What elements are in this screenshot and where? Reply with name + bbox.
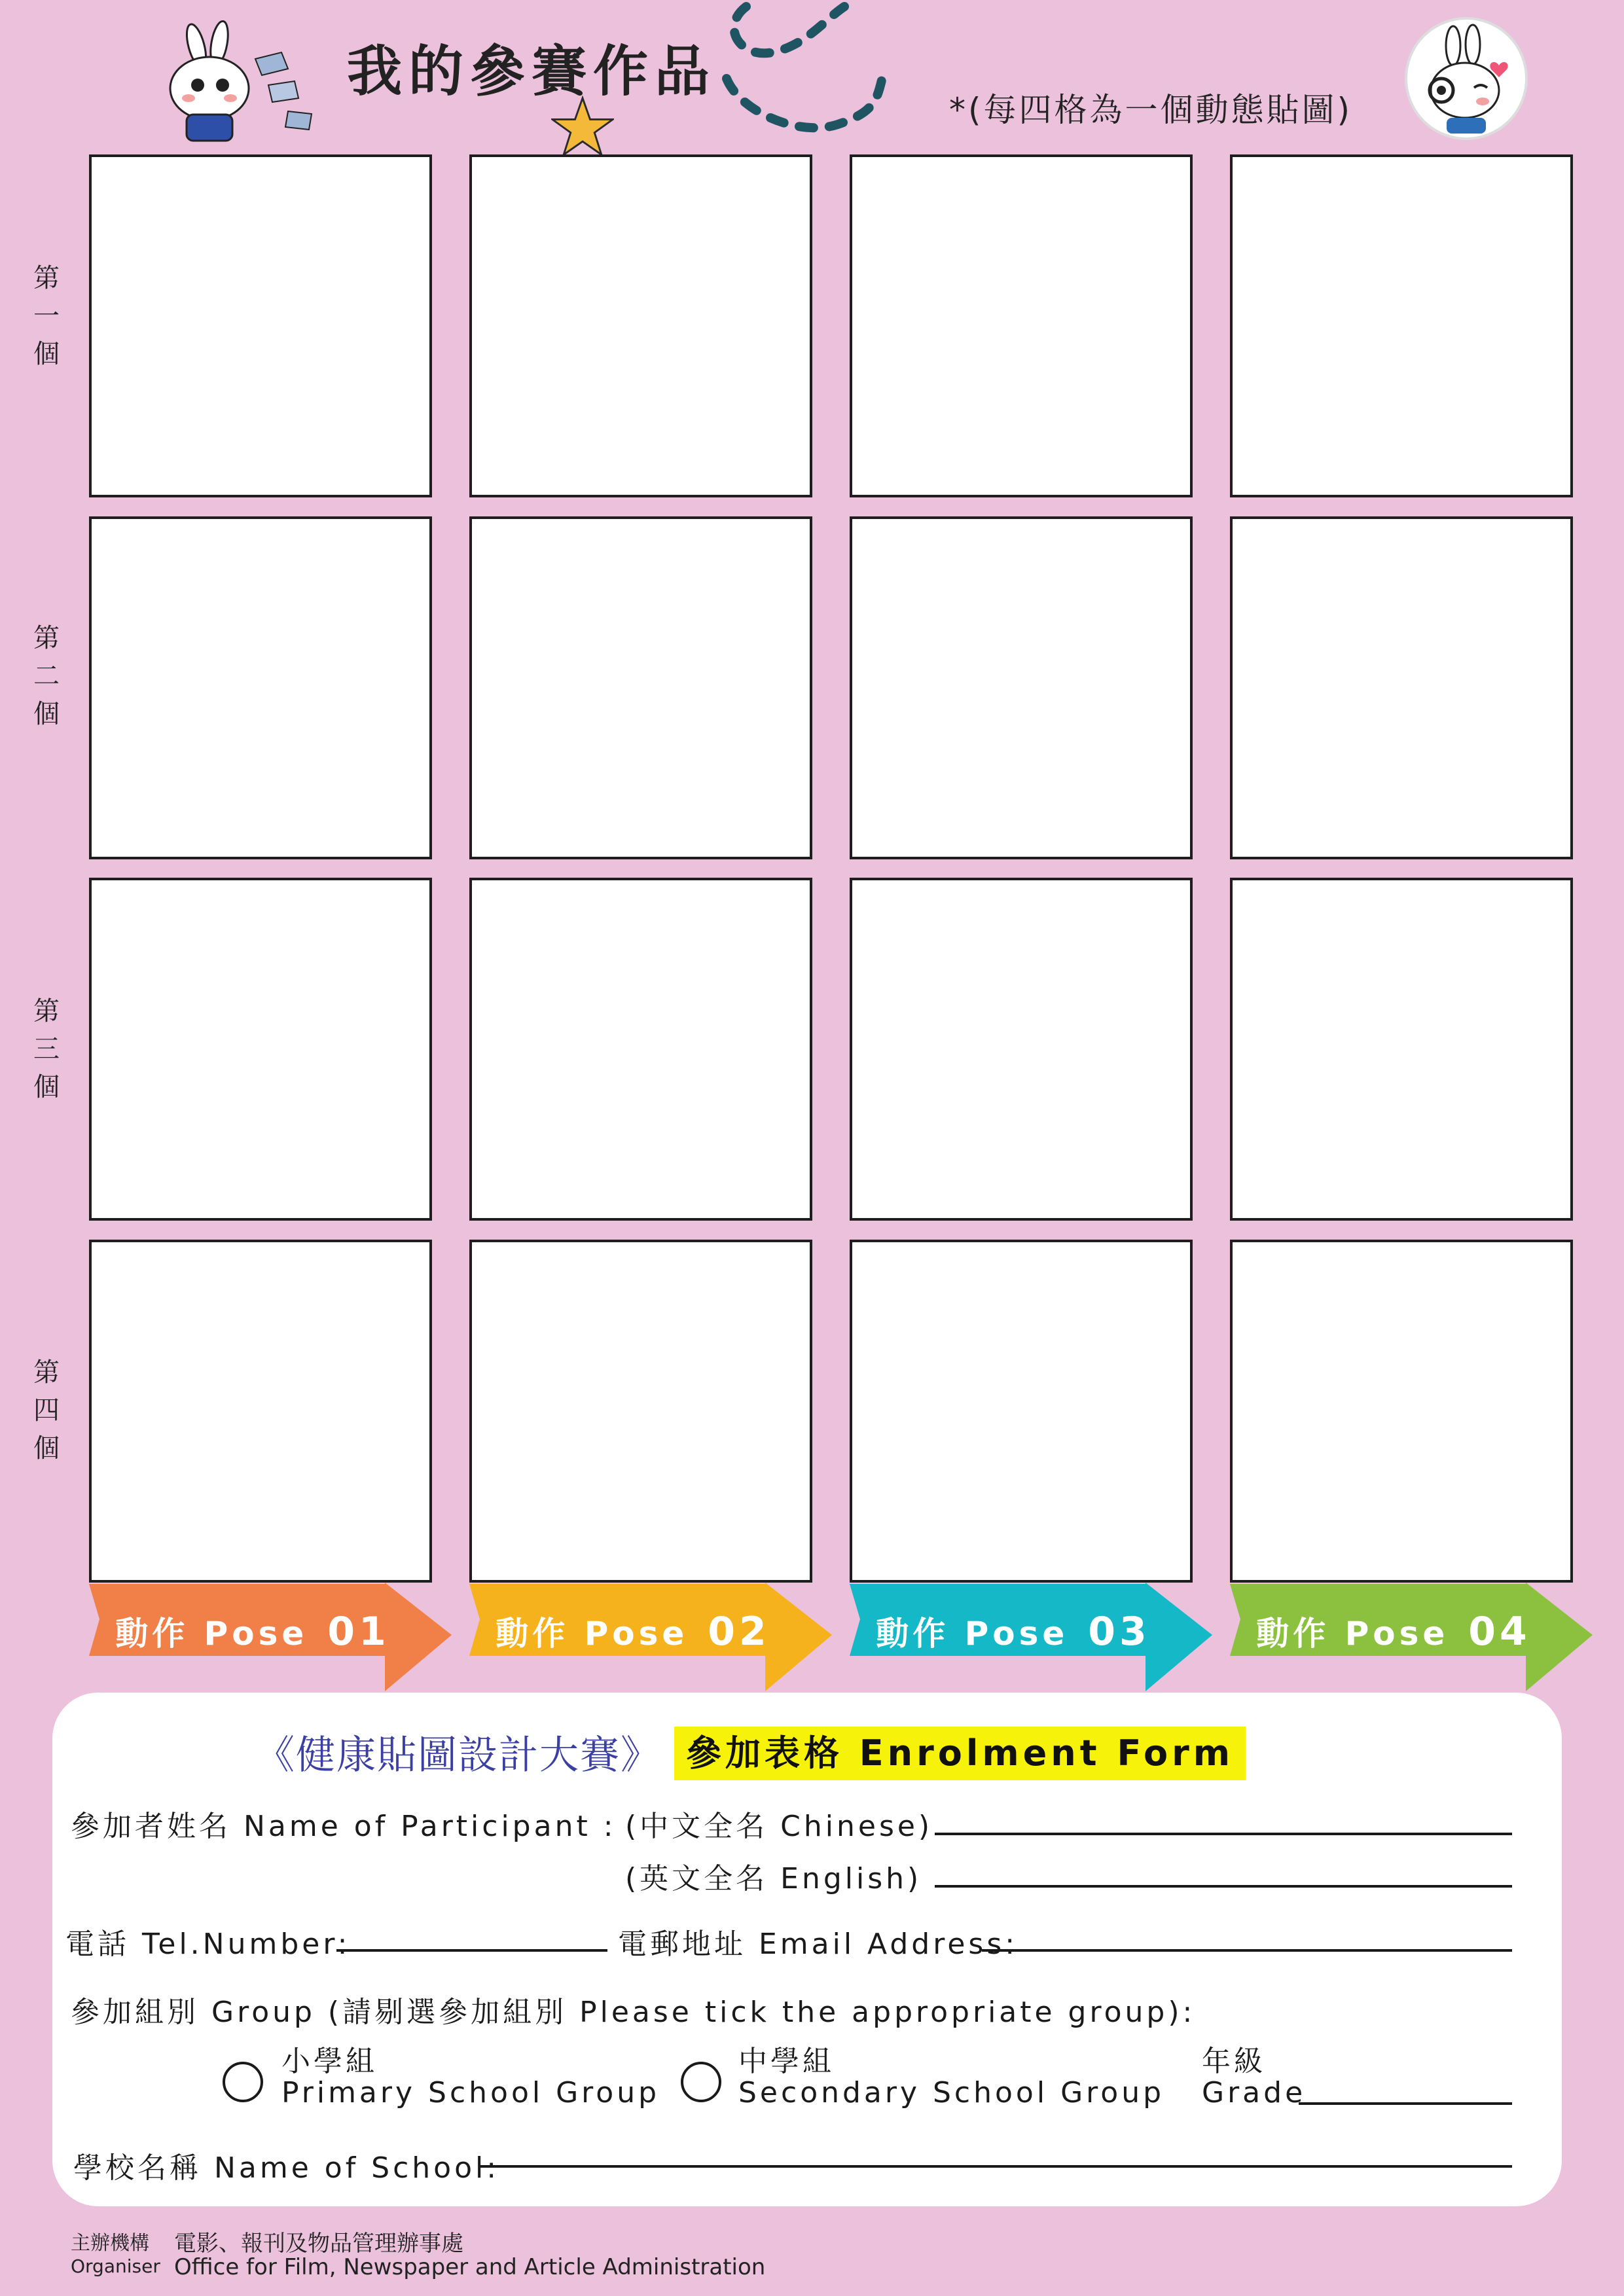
contest-title: 《健康貼圖設計大賽》 xyxy=(255,1732,661,1778)
row-label-char: 個 xyxy=(33,339,60,369)
drawing-box[interactable] xyxy=(1230,1240,1573,1583)
pose-label xyxy=(89,1607,416,1655)
tel-field[interactable] xyxy=(336,1949,607,1952)
tel-label: 電話 Tel.Number: xyxy=(65,1928,351,1961)
secondary-group-label xyxy=(738,2046,1164,2109)
drawing-box[interactable] xyxy=(1230,516,1573,859)
row-label xyxy=(30,992,63,1106)
pose-number: 01 xyxy=(327,1609,390,1655)
office-name-zh: 電影、報刊及物品管理辦事處 xyxy=(174,2231,463,2257)
pose-label-text: 動作 Pose xyxy=(115,1615,308,1653)
pose-label-text: 動作 Pose xyxy=(496,1615,689,1653)
drawing-box[interactable] xyxy=(850,516,1193,859)
pose-arrow-4 xyxy=(1230,1583,1597,1693)
drawing-box[interactable] xyxy=(850,878,1193,1221)
grade-en: Grade xyxy=(1202,2076,1307,2109)
rabbit-mascot-right-icon xyxy=(1401,13,1532,144)
row-label-char: 三 xyxy=(33,1034,60,1064)
school-field[interactable] xyxy=(480,2165,1512,2168)
email-label: 電郵地址 Email Address: xyxy=(618,1928,1019,1961)
row-label xyxy=(30,619,63,733)
pose-label-text: 動作 Pose xyxy=(876,1615,1069,1653)
drawing-box[interactable] xyxy=(469,516,812,859)
grade-field[interactable] xyxy=(1299,2102,1512,2105)
primary-group-label xyxy=(281,2046,660,2109)
drawing-box[interactable] xyxy=(89,516,432,859)
pose-label-text: 動作 Pose xyxy=(1256,1615,1449,1653)
grade-label xyxy=(1202,2046,1306,2109)
row-label-char: 第 xyxy=(33,1357,60,1388)
secondary-group-zh: 中學組 xyxy=(738,2045,835,2078)
page-title: 我的參賽作品 xyxy=(347,39,717,103)
row-label xyxy=(30,259,63,373)
grade-zh: 年級 xyxy=(1202,2045,1266,2078)
english-name-label: (英文全名 English) xyxy=(625,1862,922,1895)
drawing-box[interactable] xyxy=(1230,154,1573,497)
pose-arrow-3 xyxy=(850,1583,1216,1693)
form-title-badge: 參加表格 Enrolment Form xyxy=(674,1727,1246,1780)
pose-label xyxy=(1230,1607,1557,1655)
row-label-char: 個 xyxy=(33,1072,60,1102)
chinese-name-field[interactable] xyxy=(935,1833,1512,1835)
drawing-box[interactable] xyxy=(850,1240,1193,1583)
drawing-box[interactable] xyxy=(469,154,812,497)
drawing-box[interactable] xyxy=(469,1240,812,1583)
secondary-group-en: Secondary School Group xyxy=(738,2076,1165,2109)
row-label-char: 第 xyxy=(33,263,60,293)
row-label-char: 個 xyxy=(33,699,60,729)
participant-label: 參加者姓名 Name of Participant : xyxy=(71,1810,617,1843)
pose-arrow-1 xyxy=(89,1583,456,1693)
office-name-en: Office for Film, Newspaper and Article Administration xyxy=(174,2254,766,2280)
secondary-group-radio[interactable] xyxy=(681,2062,721,2102)
row-label-char: 四 xyxy=(33,1395,60,1426)
sticker-note: *(每四格為一個動態貼圖) xyxy=(949,91,1353,129)
drawing-box[interactable] xyxy=(89,878,432,1221)
organiser-zh: 主辦機構 xyxy=(71,2232,149,2255)
row-label-char: 個 xyxy=(33,1433,60,1463)
group-label: 參加組別 Group (請剔選參加組別 Please tick the appropriate group): xyxy=(71,1996,1196,2029)
drawing-box[interactable] xyxy=(850,154,1193,497)
email-field[interactable] xyxy=(982,1949,1512,1952)
school-label: 學校名稱 Name of School: xyxy=(73,2151,500,2185)
pose-number: 02 xyxy=(708,1609,770,1655)
drawing-box[interactable] xyxy=(89,154,432,497)
chinese-name-label: (中文全名 Chinese) xyxy=(625,1810,933,1843)
pose-label xyxy=(850,1607,1177,1655)
primary-group-radio[interactable] xyxy=(223,2062,263,2102)
drawing-box[interactable] xyxy=(89,1240,432,1583)
english-name-field[interactable] xyxy=(935,1885,1512,1888)
row-label xyxy=(30,1354,63,1467)
row-label-char: 第 xyxy=(33,996,60,1026)
pose-arrow-2 xyxy=(469,1583,836,1693)
rabbit-mascot-left-icon xyxy=(157,20,334,151)
row-label-char: 二 xyxy=(33,661,60,691)
pose-number: 04 xyxy=(1468,1609,1531,1655)
pose-label xyxy=(469,1607,797,1655)
drawing-box[interactable] xyxy=(469,878,812,1221)
row-label-char: 第 xyxy=(33,623,60,653)
drawing-box[interactable] xyxy=(1230,878,1573,1221)
organiser-en: Organiser xyxy=(71,2255,160,2277)
primary-group-en: Primary School Group xyxy=(281,2076,660,2109)
pose-number: 03 xyxy=(1088,1609,1151,1655)
row-label-char: 一 xyxy=(33,301,60,331)
primary-group-zh: 小學組 xyxy=(281,2045,378,2078)
